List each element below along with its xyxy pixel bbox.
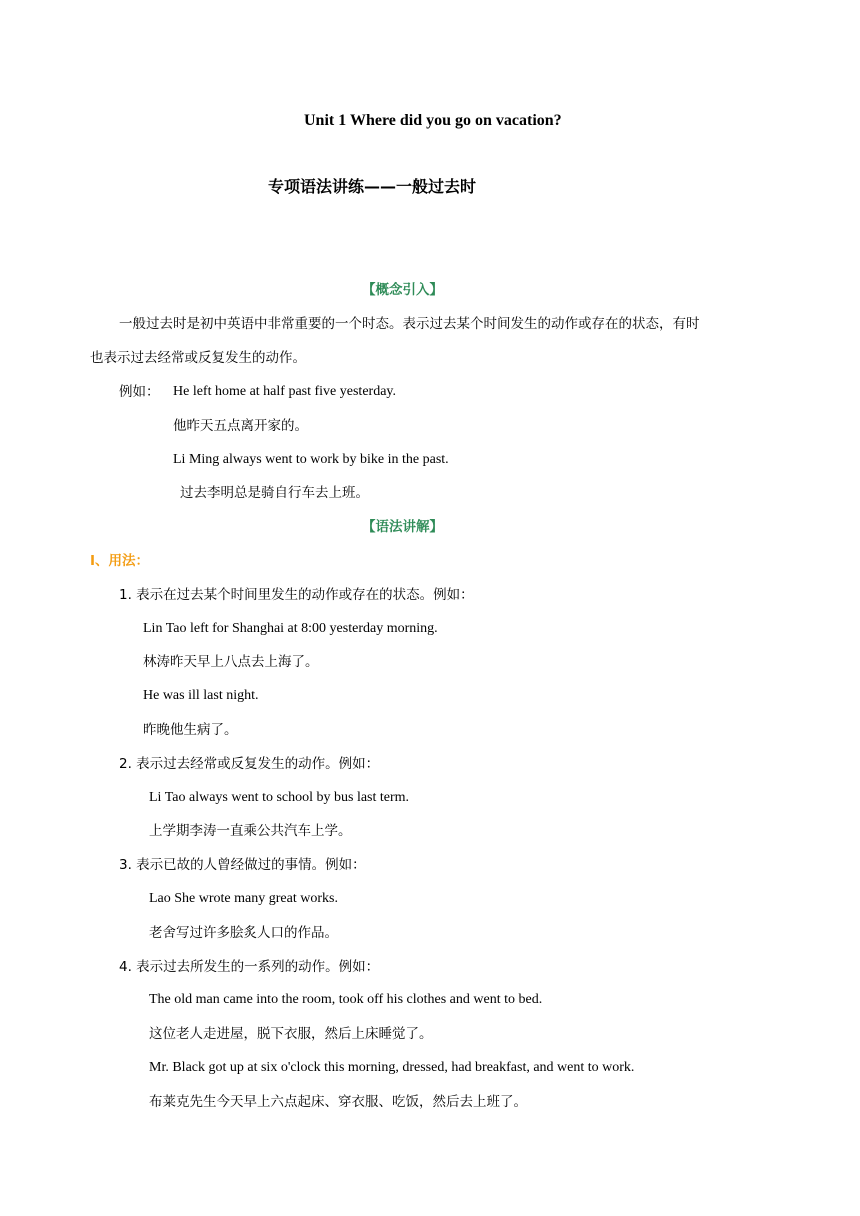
usage-example-zh: 老舍写过许多脍炙人口的作品。 bbox=[149, 925, 338, 941]
usage-item-title: 3. 表示已故的人曾经做过的事情。例如： bbox=[119, 857, 366, 873]
concept-intro-line2: 也表示过去经常或反复发生的动作。 bbox=[90, 350, 306, 366]
concept-example-zh: 他昨天五点离开家的。 bbox=[173, 418, 308, 434]
usage-example-zh: 上学期李涛一直乘公共汽车上学。 bbox=[149, 823, 352, 839]
usage-example-zh: 布莱克先生今天早上六点起床、穿衣服、吃饭，然后去上班了。 bbox=[149, 1094, 527, 1110]
concept-example-en: Li Ming always went to work by bike in the past. bbox=[173, 452, 449, 467]
usage-example-en: Lin Tao left for Shanghai at 8:00 yesterday morning. bbox=[143, 621, 438, 636]
usage-item-title: 1. 表示在过去某个时间里发生的动作或存在的状态。例如： bbox=[119, 587, 474, 603]
usage-example-en: Mr. Black got up at six o'clock this morning, dressed, had breakfast, and went to work. bbox=[149, 1060, 635, 1075]
document-title: Unit 1 Where did you go on vacation? bbox=[304, 112, 562, 129]
usage-example-en: The old man came into the room, took off his clothes and went to bed. bbox=[149, 992, 543, 1007]
document-subtitle: 专项语法讲练——一般过去时 bbox=[268, 177, 477, 196]
usage-example-en: He was ill last night. bbox=[143, 688, 259, 703]
usage-example-en: Li Tao always went to school by bus last term. bbox=[149, 790, 410, 805]
usage-example-zh: 这位老人走进屋，脱下衣服，然后上床睡觉了。 bbox=[149, 1026, 433, 1042]
example-label: 例如： bbox=[119, 384, 160, 400]
usage-example-zh: 林涛昨天早上八点去上海了。 bbox=[143, 654, 319, 670]
concept-example-zh: 过去李明总是骑自行车去上班。 bbox=[180, 485, 369, 501]
usage-heading: I、用法： bbox=[90, 553, 150, 569]
grammar-heading: 【语法讲解】 bbox=[362, 519, 443, 535]
usage-item-title: 2. 表示过去经常或反复发生的动作。例如： bbox=[119, 756, 380, 772]
concept-heading: 【概念引入】 bbox=[362, 282, 443, 298]
usage-item-title: 4. 表示过去所发生的一系列的动作。例如： bbox=[119, 959, 380, 975]
usage-example-en: Lao She wrote many great works. bbox=[149, 891, 338, 906]
concept-intro-line1: 一般过去时是初中英语中非常重要的一个时态。表示过去某个时间发生的动作或存在的状态，有时 bbox=[119, 316, 700, 332]
usage-example-zh: 昨晚他生病了。 bbox=[143, 722, 238, 738]
concept-example-en: He left home at half past five yesterday. bbox=[173, 384, 397, 399]
